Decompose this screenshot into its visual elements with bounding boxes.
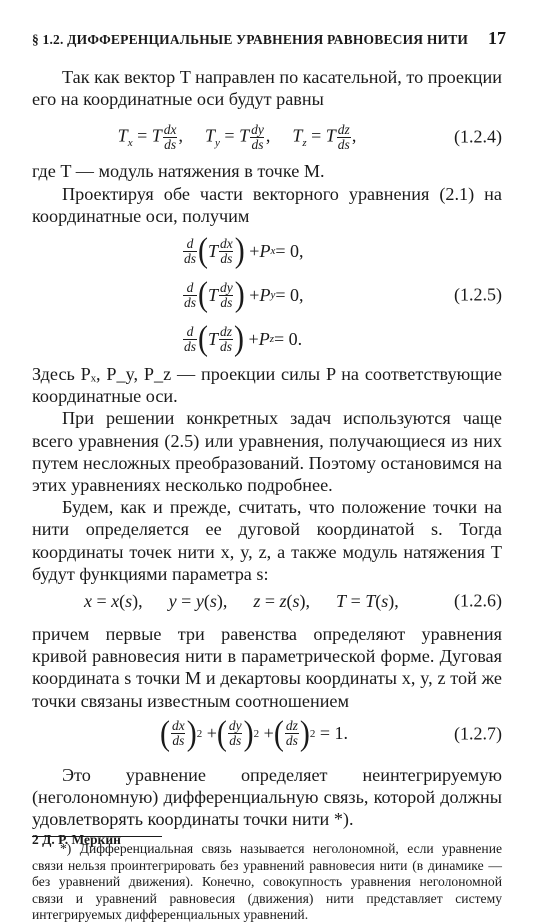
running-header <box>32 28 506 50</box>
paragraph-5: При решении конкретных задач используются чаще всего уравнения (2.5) или уравнения, получающиеся из них путем несложных преобразований. Поэтому остановимся на этих уравнениях несколько подробнее. <box>32 408 502 496</box>
paragraph-1: Так как вектор T направлен по касательной, то проекции его на координатные оси будут равны <box>32 67 502 110</box>
footnote: *) Дифференциальная связь называется неголономной, если уравнение связи нельзя проинтегрировать без уравнений равновесия нити (в динамике — без уравнений движения). Конечно, совокупность уравнения неголономной связи и уравнений равновесия (движения) нити представляет систему интегрируемых дифференциальных уравнений. <box>32 841 502 923</box>
paragraph-2: где T — модуль натяжения в точке M. <box>32 161 325 182</box>
page-number: 17 <box>488 28 506 48</box>
equation-1-2-4: $T_x = T$ $\frac{dx}{ds}$ , $T_y = T$ $\frac{dy}{ds}$ , $T_z = T$ $\frac{dz}{ds}$ , (1.2.4) <box>117 121 502 152</box>
paragraph-6: Будем, как и прежде, считать, что положение точки на нити определяется ее дуговой координатой s. Тогда координаты точек нити x, y, z, а также модуль натяжения T будут функциями параметра s: <box>32 497 502 584</box>
printer-signature: 2 Д. Р. Меркин <box>32 832 121 847</box>
equation-number-1-2-7: (1.2.7) <box>454 723 502 744</box>
paragraph-8: Это уравнение определяет неинтегрируемую (неголономную) дифференциальную связь, которой должны удовлетворять координаты точки нити *). <box>32 764 502 830</box>
paragraph-3: Проектируя обе части векторного уравнения (2.1) на координатные оси, получим <box>32 183 502 226</box>
paragraph-7: причем первые три равенства определяют уравнения кривой равновесия нити в параметрической форме. Дуговая координата s точки M и декартовы координаты x, y, z той же точки связаны известным соотношением <box>32 624 502 711</box>
section-title: § 1.2. ДИФФЕРЕНЦИАЛЬНЫЕ УРАВНЕНИЯ РАВНОВЕСИЯ НИТИ <box>32 32 469 47</box>
equation-1-2-7: ( $\frac{dx}{ds}$ ) 2 + ( $\frac{dy}{ds}$ ) 2 + ( $\frac{dz}{ds}$ ) 2 = 1. (1.2.7) <box>160 714 502 753</box>
equation-number-1-2-4: (1.2.4) <box>454 126 502 147</box>
page-body <box>32 66 502 924</box>
paragraph-4: Здесь Pₓ, P_y, P_z — проекции силы P на соответствующие координатные оси. <box>32 364 502 407</box>
equation-1-2-6: x = x(s), y = y(s), z = z(s), T = T(s), (1.2.6) <box>84 590 502 611</box>
equation-number-1-2-5: (1.2.5) <box>454 284 502 305</box>
equation-system-1-2-5: $\frac{d}{ds}$ ( T $\frac{dx}{ds}$ ) + P x = 0, $\frac{d}{ds}$ ( T $\frac{dy}{ds}$ ) + P y = 0, $\frac{d}{ds}$ ( T $\frac{dz}{ds}$ ) + P z = 0. (1.2.5) <box>184 231 502 358</box>
equation-number-1-2-6: (1.2.6) <box>454 590 502 611</box>
